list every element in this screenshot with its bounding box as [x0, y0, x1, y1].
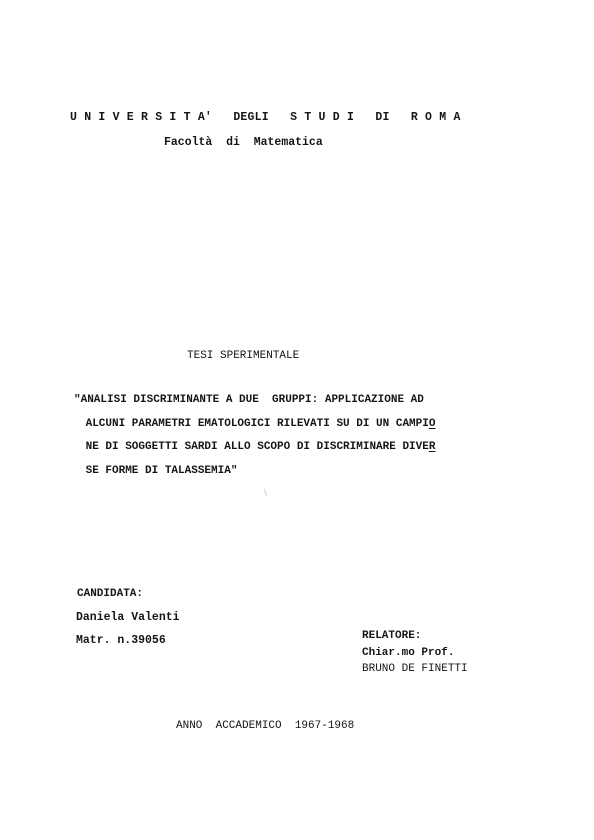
thesis-title-line: "ANALISI DISCRIMINANTE A DUE GRUPPI: APPLICAZIONE AD	[74, 394, 424, 406]
thesis-type-label: TESI SPERIMENTALE	[187, 350, 300, 362]
candidate-matricola: Matr. n.39056	[76, 634, 166, 647]
supervisor-label: RELATORE:	[362, 630, 422, 642]
paper-mark	[264, 489, 267, 496]
candidate-label: CANDIDATA:	[77, 588, 144, 600]
candidate-name: Daniela Valenti	[76, 611, 180, 624]
thesis-title	[74, 389, 514, 483]
thesis-title-line: ALCUNI PARAMETRI EMATOLOGICI RILEVATI SU DI UN CAMPIO	[79, 417, 436, 430]
thesis-title-line: SE FORME DI TALASSEMIA"	[79, 464, 238, 477]
supervisor-title: Chiar.mo Prof.	[362, 647, 455, 659]
academic-year: ANNO ACCADEMICO 1967-1968	[176, 720, 355, 732]
faculty-name: Facoltà di Matematica	[164, 136, 323, 149]
university-name: U N I V E R S I T A' DEGLI S T U D I DI R O M A	[70, 111, 461, 124]
supervisor-name: BRUNO DE FINETTI	[362, 663, 468, 675]
thesis-title-line: NE DI SOGGETTI SARDI ALLO SCOPO DI DISCRIMINARE DIVER	[79, 441, 436, 453]
